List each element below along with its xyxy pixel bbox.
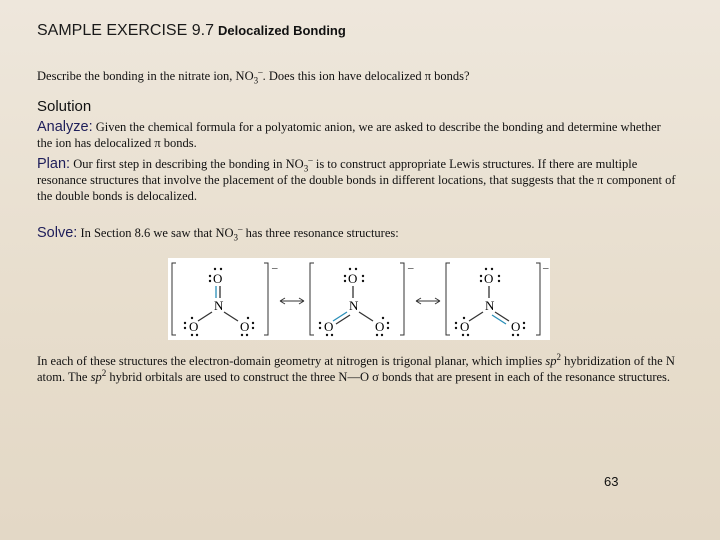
plan-sup: –	[308, 154, 313, 165]
resonance-structure-2	[310, 262, 414, 336]
solve-sup: –	[238, 223, 243, 234]
analyze-text: Given the chemical formula for a polyatomic anion, we are asked to describe the bonding and determine whether the ion has delocalized π bonds.	[37, 120, 661, 150]
nitrogen-atom: N	[485, 298, 495, 313]
analyze-label: Analyze:	[37, 119, 93, 135]
plan-label: Plan:	[37, 156, 71, 172]
question-after: . Does this ion have delocalized π bonds?	[262, 69, 470, 83]
question-sup: –	[258, 66, 263, 77]
charge-sign: –	[543, 262, 549, 274]
conclusion-part: In each of these structures the electron-domain geometry at nitrogen is trigonal planar, which implies	[37, 354, 546, 368]
resonance-structure-3	[446, 262, 549, 336]
charge-sign: –	[408, 262, 414, 274]
conclusion-sup: 2	[101, 367, 107, 378]
conclusion-part: hybridization of the N atom. The	[37, 354, 675, 384]
oxygen-atom: O	[189, 319, 199, 334]
solve-label: Solve:	[37, 225, 78, 241]
solve-paragraph	[37, 225, 677, 241]
question-text	[37, 66, 470, 86]
exercise-number: SAMPLE EXERCISE 9.7	[37, 22, 214, 39]
conclusion-sp: sp	[545, 354, 557, 368]
resonance-arrow	[416, 298, 440, 304]
resonance-structure-1	[172, 262, 278, 336]
solve-after: has three resonance structures:	[242, 226, 399, 240]
exercise-title	[37, 22, 346, 40]
plan-sub: 3	[303, 163, 309, 174]
plan-paragraph	[37, 156, 677, 204]
oxygen-atom: O	[460, 319, 470, 334]
nitrogen-atom: N	[214, 298, 224, 313]
oxygen-atom: O	[484, 271, 494, 286]
question-sub: 3	[253, 75, 259, 86]
conclusion-sp: sp	[90, 370, 102, 384]
resonance-structures-svg	[168, 258, 550, 340]
resonance-structures-figure	[168, 258, 550, 340]
conclusion-part: hybrid orbitals are used to construct the three N—O σ bonds that are present in each of the resonance structures.	[106, 370, 671, 384]
plan-before: Our first step in describing the bonding in NO	[70, 157, 304, 171]
oxygen-atom: O	[511, 319, 521, 334]
conclusion-sup: 2	[556, 351, 561, 362]
conclusion-paragraph	[37, 353, 677, 385]
solve-before: In Section 8.6 we saw that NO	[77, 226, 234, 240]
plan-after: is to construct appropriate Lewis structures. If there are multiple resonance structures that involve the placement of the double bonds in different locations, that suggests that the π component of the double bonds is delocalized.	[37, 157, 676, 203]
resonance-arrow	[280, 298, 304, 304]
solve-sub: 3	[233, 232, 239, 243]
oxygen-atom: O	[213, 271, 223, 286]
exercise-subtitle: Delocalized Bonding	[217, 23, 346, 38]
charge-sign: –	[272, 262, 278, 274]
oxygen-atom: O	[324, 319, 334, 334]
oxygen-atom: O	[348, 271, 358, 286]
oxygen-atom: O	[375, 319, 385, 334]
analyze-paragraph	[37, 119, 677, 151]
question-before: Describe the bonding in the nitrate ion, NO	[37, 69, 254, 83]
page-number: 63	[604, 474, 619, 489]
solution-heading: Solution	[37, 98, 92, 115]
nitrogen-atom: N	[349, 298, 359, 313]
oxygen-atom: O	[240, 319, 250, 334]
